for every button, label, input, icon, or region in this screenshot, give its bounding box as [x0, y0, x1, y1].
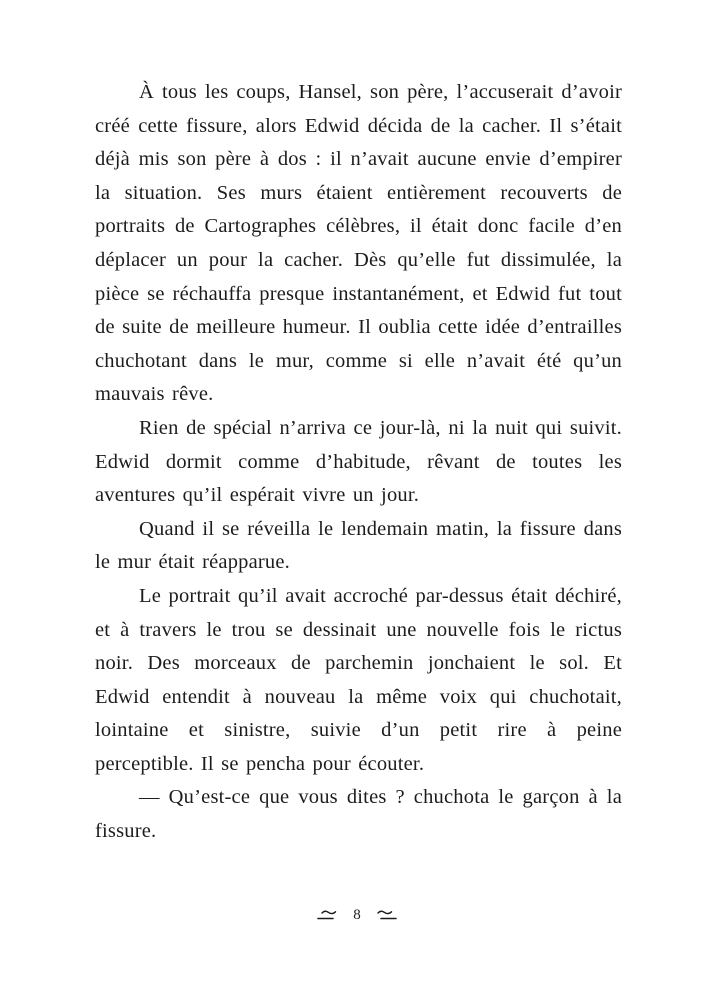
flourish-left-icon: [316, 910, 342, 922]
paragraph: Le portrait qu’il avait accroché par-dessus était déchiré, et à travers le trou se dessinait une nouvelle fois le rictus noir. Des morceaux de parchemin jonchaient le sol. Et Edwid entendit à nouveau la même voix qui chuchotait, lointaine et sinistre, suivie d’un petit rire à peine perceptible. Il se pencha pour écouter.: [95, 584, 622, 775]
paragraph-dialogue: — Qu’est-ce que vous dites ? chuchota le garçon à la fissure.: [95, 786, 622, 843]
flourish-right-icon: [372, 910, 398, 922]
paragraph: Quand il se réveilla le lendemain matin, la fissure dans le mur était réapparue.: [95, 517, 622, 574]
page-footer: [0, 908, 714, 923]
text-block: [95, 76, 622, 849]
page-number: 8: [353, 907, 361, 923]
paragraph: À tous les coups, Hansel, son père, l’accuserait d’avoir créé cette fissure, alors Edwid décida de la cacher. Il s’était déjà mis son père à dos : il n’avait aucune envie d’empirer la situation. Ses murs étaient entièrement recouverts de portraits de Cartographes célèbres, il était donc facile d’en déplacer un pour la cacher. Dès qu’elle fut dissimulée, la pièce se réchauffa presque instantanément, et Edwid fut tout de suite de meilleure humeur. Il oublia cette idée d’entrailles chuchotant dans le mur, comme si elle n’avait été qu’un mauvais rêve.: [95, 81, 622, 406]
paragraph: Rien de spécial n’arriva ce jour-là, ni la nuit qui suivit. Edwid dormit comme d’habitude, rêvant de toutes les aventures qu’il espérait vivre un jour.: [95, 416, 622, 507]
